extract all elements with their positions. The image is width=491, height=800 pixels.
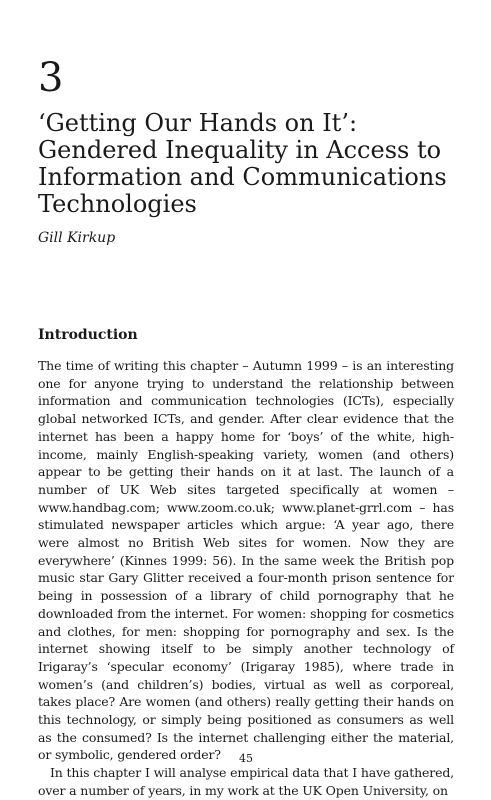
chapter-title: ‘Getting Our Hands on It’: Gendered Inequality in Access to Information and Communications Technologies: [38, 109, 447, 218]
paragraph: The time of writing this chapter – Autumn 1999 – is an interesting one for anyone trying to understand the relationship between information and communication technologies (ICTs), especially global networked ICTs, and gender. After clear evidence that the internet has been a happy home for ‘boys’ of the white, high-income, mainly English-speaking variety, women (and others) appear to be getting their hands on it at last. The launch of a number of UK Web sites targeted specifically at women – www.handbag.com; www.zoom.co.uk; www.planet-grrl.com – has stimulated newspaper articles which argue: ‘A year ago, there were almost no British Web sites for women. Now they are everywhere’ (Kinnes 1999: 56). In the same week the British pop music star Gary Glitter received a four-month prison sentence for being in possession of a library of child pornography that he downloaded from the internet. For women: shopping for cosmetics and clothes, for men: shopping for pornography and sex. Is the internet showing itself to be simply another technology of Irigaray’s ‘specular economy’ (Irigaray 1985), where trade in women’s (and children’s) bodies, virtual as well as corporeal, takes place? Are women (and others) really getting their hands on this technology, or simply being positioned as consumers as well as the consumed? Is the internet challenging either the material, or symbolic, gendered order?: [38, 358, 454, 763]
section-heading: Introduction: [38, 327, 138, 343]
body-text: [38, 357, 454, 800]
paragraph: In this chapter I will analyse empirical data that I have gathered, over a number of years, in my work at the UK Open University, on: [38, 765, 454, 798]
chapter-number: 3: [38, 55, 64, 101]
page-number: 45: [239, 752, 253, 765]
book-page: [38, 0, 454, 800]
chapter-author: Gill Kirkup: [38, 230, 116, 246]
